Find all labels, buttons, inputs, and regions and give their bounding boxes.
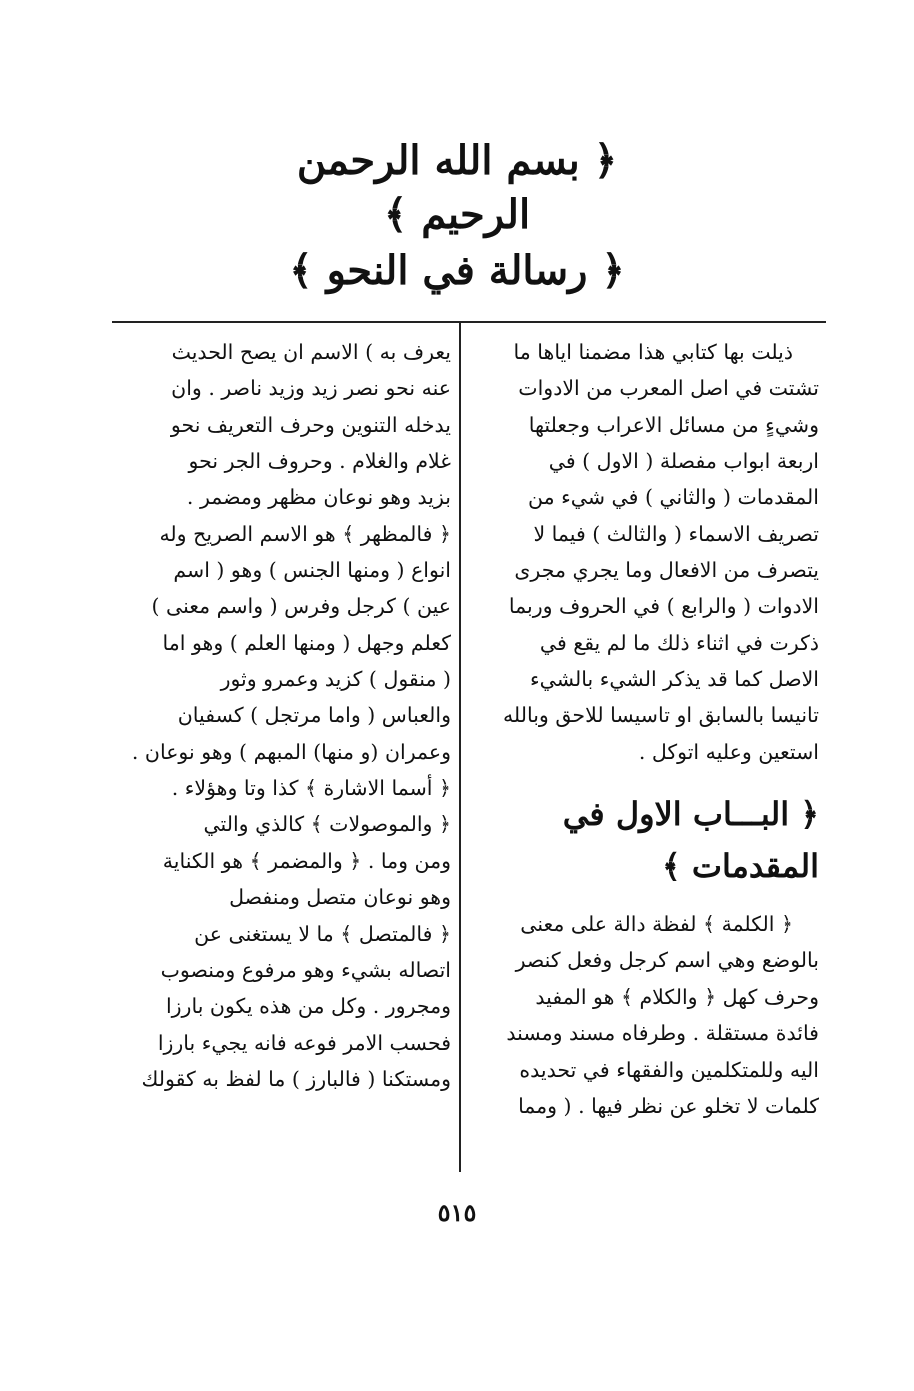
section-heading-line-1: ﴿ البـــاب الاول في [562,795,819,834]
text-line: ومستكنا ( فالبارز ) ما لفظ به كقولك [141,1066,451,1091]
horizontal-rule [112,321,826,323]
page-number: ٥١٥ [437,1198,477,1227]
text-line: ﴿ والموصولات ﴾ كالذي والتي [203,812,451,837]
text-line: اليه وللمتكلمين والفقهاء في تحديده [519,1057,819,1082]
title-line-2: الرحيم ﴾ [383,191,531,238]
text-line: المقدمات ( والثاني ) في شيء من [528,485,819,510]
text-line: اربعة ابواب مفصلة ( الاول ) في [548,449,819,474]
left-column [110,334,451,1097]
text-line: كلمات لا تخلو عن نظر فيها . ( ومما [518,1093,819,1118]
text-line: عين ) كرجل وفرس ( واسم معنى ) [151,594,451,619]
text-line: وهو نوعان متصل ومنفصل [229,885,451,910]
text-line: ( منقول ) كزيد وعمرو وثور [220,667,451,692]
right-column [473,334,819,1124]
text-line: كعلم وجهل ( ومنها العلم ) وهو اما [162,630,451,655]
text-line: ذكرت في اثناء ذلك ما لم يقع في [539,630,819,655]
text-line: ﴿ الكلمة ﴾ لفظة دالة على معنى [520,912,793,937]
text-line: تانيسا بالسابق او تاسيسا للاحق وبالله [502,703,819,728]
column-divider [459,321,461,1172]
text-line: يعرف به ) الاسم ان يصح الحديث [171,340,451,364]
text-line: تصريف الاسماء ( والثالث ) فيما لا [533,521,819,546]
text-line: والعباس ( واما مرتجل ) كسفيان [177,703,451,728]
text-line: بالوضع وهي اسم كرجل وفعل كنصر [515,948,819,973]
title-block [0,134,914,298]
text-line: اتصاله بشيء وهو مرفوع ومنصوب [160,957,451,982]
text-line: الادوات ( والرابع ) في الحروف وربما [508,594,819,619]
text-line: غلام والغلام . وحروف الجر نحو [188,449,451,474]
text-line: وشيءٍ من مسائل الاعراب وجعلتها [528,412,819,437]
text-line: تشتت في اصل المعرب من الادوات [518,376,819,401]
text-line: ﴿ فالمظهر ﴾ هو الاسم الصريح وله [159,521,451,546]
text-line: بزيد وهو نوعان مظهر ومضمر . [186,485,451,510]
text-line: يدخله التنوين وحرف التعريف نحو [170,412,451,437]
text-line: وعمران (و منها) المبهم ) وهو نوعان . [131,739,451,764]
text-line: ﴿ فالمتصل ﴾ ما لا يستغنى عن [194,921,451,946]
text-line: ذيلت بها كتابي هذا مضمنا اياها ما [513,340,793,364]
text-line: استعين وعليه اتوكل . [638,739,819,764]
text-line: فائدة مستقلة . وطرفاه مسند ومسند [506,1021,819,1046]
section-heading-line-2: المقدمات ﴾ [661,847,819,886]
text-line: انواع ( ومنها الجنس ) وهو ( اسم [173,558,451,583]
text-line: عنه نحو نصر زيد وزيد ناصر . وان [171,376,451,401]
title-line-3: ﴿ رسالة في النحو ﴾ [289,247,625,294]
text-line: فحسب الامر فوعه فانه يجيء بارزا [157,1030,451,1055]
text-line: ومجرور . وكل من هذه يكون بارزا [165,994,451,1019]
text-line: الاصل كما قد يذكر الشيء بالشيء [529,667,819,692]
text-line: وحرف كهل ﴿ والكلام ﴾ هو المفيد [535,984,819,1009]
text-line: يتصرف من الافعال وما يجري مجرى [514,558,819,583]
text-line: ﴿ أسما الاشارة ﴾ كذا وتا وهؤلاء . [171,776,451,801]
text-line: ومن وما . ﴿ والمضمر ﴾ هو الكناية [162,848,451,873]
title-line-1: ﴿ بسم الله الرحمن [296,137,618,184]
